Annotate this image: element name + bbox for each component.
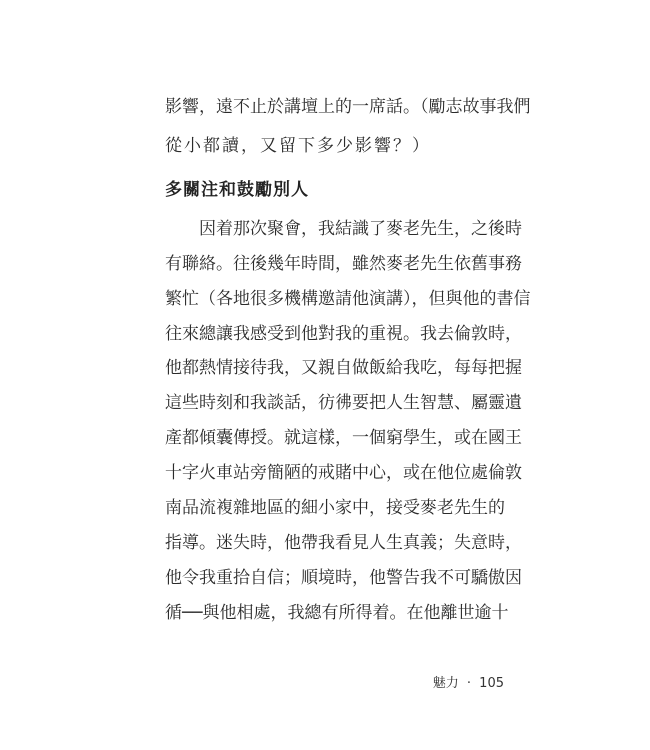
text-line: 往來總讓我感受到他對我的重視。我去倫敦時， [165,324,522,344]
footer-separator: · [466,676,472,691]
text-line: 從小都讀，又留下多少影響？） [165,136,431,156]
text-line: 指導。迷失時，他帶我看見人生真義；失意時， [165,533,522,553]
section-heading: 多關注和鼓勵別人 [165,180,309,200]
text-line: 產都傾囊傳授。就這樣，一個窮學生，或在國王 [165,428,522,448]
text-line: 有聯絡。往後幾年時間，雖然麥老先生依舊事務 [165,254,522,274]
text-line: 繁忙（各地很多機構邀請他演講），但與他的書信 [165,289,531,309]
footer-section-title: 魅力 [432,676,459,691]
text-line: 南品流複雜地區的細小家中，接受麥老先生的 [165,498,505,518]
text-line: 這些時刻和我談話，彷彿要把人生智慧、屬靈遺 [165,393,522,413]
text-line: 他令我重拾自信；順境時，他警告我不可驕傲因 [165,568,522,588]
text-line: 十字火車站旁簡陋的戒賭中心，或在他位處倫敦 [165,463,522,483]
text-line: 循──與他相處，我總有所得着。在他離世逾十 [165,603,509,623]
text-line: 影響，遠不止於講壇上的一席話。（勵志故事我們 [165,97,531,117]
page-number: 105 [479,676,504,691]
text-line: 因着那次聚會，我結識了麥老先生，之後時 [199,219,522,239]
page-footer [429,672,504,691]
text-line: 他都熱情接待我，又親自做飯給我吃，每每把握 [165,358,522,378]
